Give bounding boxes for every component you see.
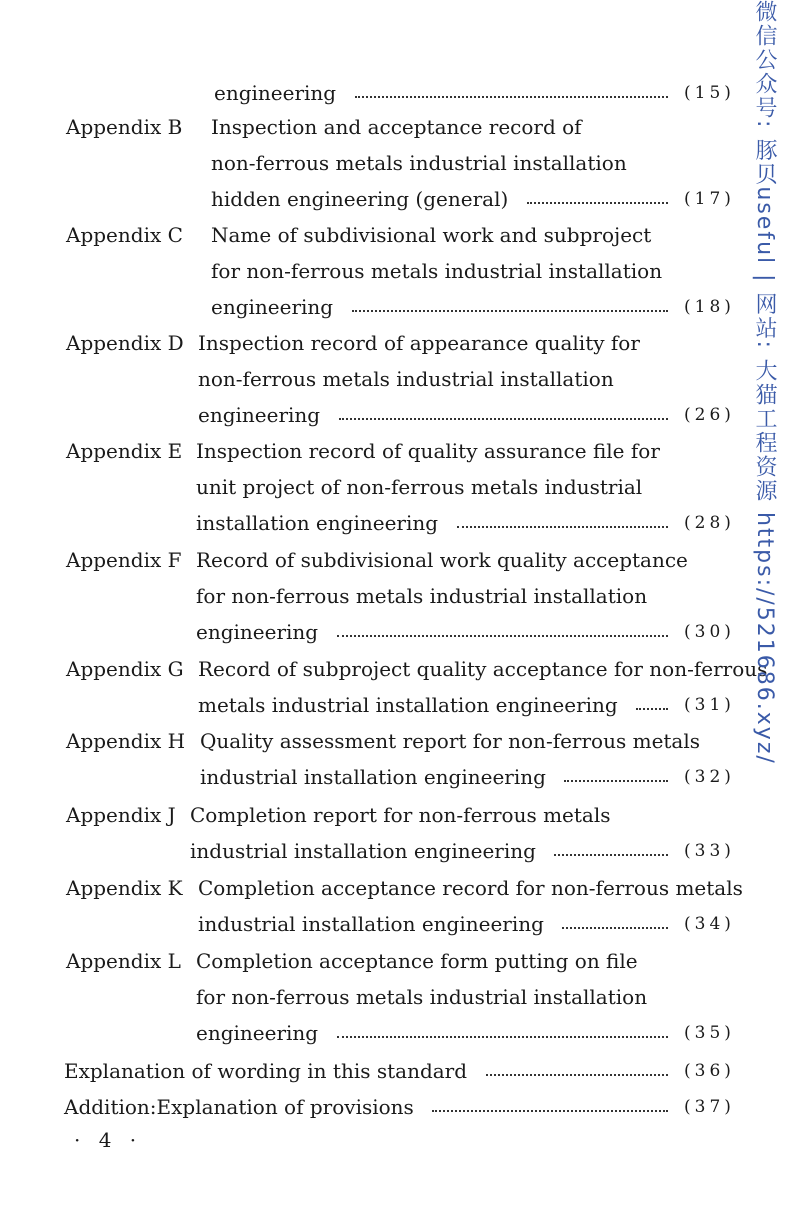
toc-entry-label: Appendix K	[66, 876, 183, 900]
dot-leader	[339, 414, 668, 420]
toc-entry-text: Inspection record of quality assurance file for	[196, 439, 660, 463]
toc-entry-label: Appendix L	[66, 949, 181, 973]
toc-page-number: (35)	[684, 1023, 735, 1043]
dot-leader	[636, 704, 668, 710]
toc-entry-text: hidden engineering (general)	[211, 187, 509, 211]
dot-leader	[355, 92, 668, 98]
toc-entry-text: Completion acceptance form putting on file	[196, 949, 638, 973]
dot-leader	[554, 850, 668, 856]
dot-leader	[486, 1070, 668, 1076]
toc-entry-text: engineering	[198, 403, 321, 427]
toc-page-number: (33)	[684, 841, 735, 861]
toc-entry-text: industrial installation engineering	[198, 912, 544, 936]
toc-entry-label: Appendix E	[66, 439, 183, 463]
dot-leader	[432, 1106, 668, 1112]
toc-page-number: (34)	[684, 914, 735, 934]
toc-page-number: (26)	[684, 405, 735, 425]
toc-entry-text: engineering	[214, 81, 337, 105]
dot-leader	[562, 923, 668, 929]
toc-entry-text: for non-ferrous metals industrial installation	[211, 259, 663, 283]
toc-entry-text: Name of subdivisional work and subproject	[211, 223, 652, 247]
dot-leader	[457, 522, 668, 528]
toc-entry-label: Appendix J	[66, 803, 176, 827]
toc-entry-text: engineering	[196, 620, 319, 644]
toc-entry-text: engineering	[196, 1021, 319, 1045]
page-number: · 4 ·	[74, 1128, 143, 1152]
toc-page-number: (30)	[684, 622, 735, 642]
toc-entry-text: Inspection record of appearance quality for	[198, 331, 640, 355]
dot-leader	[564, 776, 668, 782]
toc-entry-text: industrial installation engineering	[190, 839, 536, 863]
dot-leader	[352, 306, 668, 312]
toc-entry-text: Record of subdivisional work quality acceptance	[196, 548, 688, 572]
toc-entry-text: Completion acceptance record for non-ferrous metals	[198, 876, 743, 900]
toc-entry-text: metals industrial installation engineering	[198, 693, 618, 717]
toc-entry-text: non-ferrous metals industrial installation	[211, 151, 627, 175]
toc-entry-text: for non-ferrous metals industrial installation	[196, 584, 648, 608]
toc-entry-label: Appendix G	[66, 657, 184, 681]
toc-page-number: (17)	[684, 189, 735, 209]
toc-page-number: (31)	[684, 695, 735, 715]
toc-entry-text: for non-ferrous metals industrial installation	[196, 985, 648, 1009]
toc-page-number: (32)	[684, 767, 735, 787]
toc-entry-text: Addition:Explanation of provisions	[64, 1095, 414, 1119]
toc-entry-label: Appendix F	[66, 548, 182, 572]
dot-leader	[337, 1032, 668, 1038]
toc-entry-text: Explanation of wording in this standard	[64, 1059, 468, 1083]
toc-page-number: (28)	[684, 513, 735, 533]
toc-entry-label: Appendix C	[66, 223, 183, 247]
toc-entry-text: Completion report for non-ferrous metals	[190, 803, 611, 827]
toc-entry-text: Record of subproject quality acceptance for non-ferrous	[198, 657, 768, 681]
toc-entry-text: non-ferrous metals industrial installation	[198, 367, 614, 391]
dot-leader	[337, 631, 668, 637]
toc-entry-text: Inspection and acceptance record of	[211, 115, 582, 139]
toc-page-number: (36)	[684, 1061, 735, 1081]
toc-page-number: (15)	[684, 83, 735, 103]
toc-entry-label: Appendix D	[66, 331, 184, 355]
dot-leader	[527, 198, 668, 204]
toc-entry-text: Quality assessment report for non-ferrous metals	[200, 729, 701, 753]
toc-entry-label: Appendix H	[66, 729, 186, 753]
toc-entry-text: engineering	[211, 295, 334, 319]
watermark: 微信公众号: 豚贝useful | 网站: 大猫工程资源 https://521686.xyz/	[752, 0, 777, 765]
toc-entry-text: unit project of non-ferrous metals industrial	[196, 475, 643, 499]
toc-page-number: (37)	[684, 1097, 735, 1117]
toc-page-number: (18)	[684, 297, 735, 317]
toc-entry-text: installation engineering	[196, 511, 439, 535]
toc-entry-label: Appendix B	[66, 115, 183, 139]
toc-entry-text: industrial installation engineering	[200, 765, 546, 789]
